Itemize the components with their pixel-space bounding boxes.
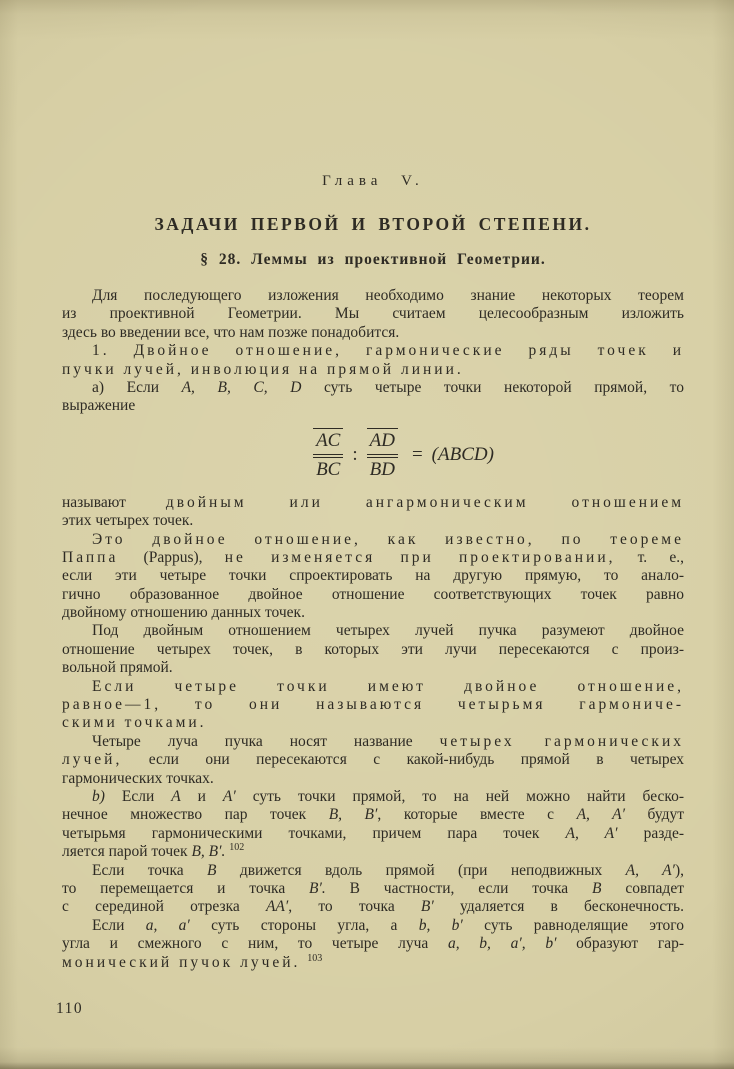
text-segment: монический пучок лучей. <box>62 953 308 971</box>
text-segment: , то точка <box>288 898 421 916</box>
text-segment: лучей, <box>62 751 123 769</box>
text-segment: Под двойным отношением четырех лучей пучка разумеют двойное <box>92 622 684 640</box>
text-segment: равное—1, то они называются четырьмя гармониче- <box>62 696 684 714</box>
denominator-bd: BD <box>367 457 398 481</box>
text-segment: Паппа <box>62 548 144 566</box>
text-line <box>62 954 684 972</box>
text-line <box>62 843 684 861</box>
text-segment: , которые вместе с <box>377 806 577 824</box>
text-segment: этих четырех точек. <box>62 512 194 530</box>
cross-ratio-formula <box>62 416 684 494</box>
text-segment: а) Если <box>92 378 182 396</box>
text-line <box>62 825 684 843</box>
text-segment: двойному отношению данных точек. <box>62 604 305 622</box>
text-line <box>62 549 684 567</box>
fraction-left <box>313 428 343 481</box>
page-number: 110 <box>56 1000 84 1017</box>
text-segment: суть четыре точки некоторой прямой, то <box>301 378 684 396</box>
text-segment: образуют гар- <box>556 935 684 953</box>
text-segment: B <box>592 879 602 897</box>
text-line <box>62 531 684 549</box>
text-segment: вольной прямой. <box>62 659 173 677</box>
text-line <box>62 770 684 788</box>
text-segment: b) <box>92 787 122 805</box>
chapter-heading: Глава V. <box>322 173 424 189</box>
text-segment: A, A′ <box>565 824 618 842</box>
text-segment: четырех гармонических <box>439 732 684 750</box>
text-segment: удаляется в бесконечность. <box>433 898 684 916</box>
text-segment: угла и смежного с ним, то четыре луча <box>62 935 448 953</box>
text-line <box>62 696 684 714</box>
text-segment: ляется парой точек <box>62 843 192 861</box>
text-line <box>62 678 684 696</box>
fraction-bar <box>367 454 398 455</box>
text-segment: не изменяется при проектировании, <box>224 548 616 566</box>
text-segment: будут <box>625 806 684 824</box>
formula-result: (ABCD) <box>431 443 494 465</box>
text-segment: Если точка <box>92 861 207 879</box>
text-segment: (Pappus), <box>143 548 225 566</box>
text-line <box>62 788 684 806</box>
numerator-ac: AC <box>313 428 343 452</box>
text-segment: Если <box>121 787 172 805</box>
text-segment: с серединой отрезка <box>62 898 266 916</box>
text-segment: B, B′. <box>191 843 230 861</box>
text-segment: Если четыре точки имеют двойное отношение, <box>92 677 684 695</box>
text-segment: если они пересекаются с какой-нибудь прямой в четырех <box>122 751 684 769</box>
footnote-marker: 102 <box>229 843 245 853</box>
fraction-bar <box>313 454 343 455</box>
text-line <box>62 361 684 379</box>
text-segment: из проективной Геометрии. Мы считаем целесообразным изложить <box>62 305 684 323</box>
text-segment: нечное множество пар точек <box>62 806 329 824</box>
text-segment: двойным или ангармоническим отношением <box>165 493 684 511</box>
text-segment: пучки лучей, инволюция на прямой линии. <box>62 360 464 378</box>
text-segment: Для последующего изложения необходимо знание некоторых теорем <box>92 287 684 304</box>
text-segment: A, A′ <box>625 861 675 879</box>
text-line <box>62 494 684 512</box>
text-segment: B <box>207 861 217 879</box>
text-segment: суть стороны угла, а <box>189 916 419 934</box>
section-heading: § 28. Леммы из проективной Геометрии. <box>200 251 546 268</box>
text-segment: гично образованное двойное отношение соответствующих точек равно <box>62 585 684 603</box>
text-segment: B′ <box>420 898 434 916</box>
text-segment: отношение четырех точек, в которых эти лучи пересекаются с произ- <box>62 640 684 658</box>
text-segment: a, a′ <box>145 916 190 934</box>
fraction-right <box>367 428 398 481</box>
text-segment: A′ <box>222 787 236 805</box>
page-title: ЗАДАЧИ ПЕРВОЙ И ВТОРОЙ СТЕПЕНИ. <box>154 214 592 234</box>
text-segment: движется вдоль прямой (при неподвижных <box>216 861 626 879</box>
paragraphs-above-formula <box>62 287 684 416</box>
text-segment: выражение <box>62 397 136 415</box>
text-segment: гармонических точках. <box>62 769 214 787</box>
denominator-bc: BC <box>313 457 343 481</box>
text-segment: A, A′ <box>576 806 626 824</box>
numerator-ad: AD <box>367 428 398 452</box>
text-segment: Четыре луча пучка носят название <box>92 732 440 750</box>
text-segment: называют <box>62 493 166 511</box>
text-line <box>62 567 684 585</box>
text-segment: то перемещается и точка <box>62 879 310 897</box>
ratio-colon: : <box>352 443 358 465</box>
text-line <box>62 604 684 622</box>
text-segment: AA′ <box>265 898 289 916</box>
text-segment: A, B, C, D <box>181 378 302 396</box>
text-line <box>62 935 684 953</box>
text-segment: В частности, если точка <box>325 879 592 897</box>
text-segment: здесь во введении все, что нам позже понадобится. <box>62 323 400 341</box>
text-segment: b, b′ <box>418 916 463 934</box>
text-line <box>62 342 684 360</box>
text-segment: скими точками. <box>62 714 207 732</box>
text-line <box>62 324 684 342</box>
text-line <box>62 641 684 659</box>
text-line <box>62 733 684 751</box>
text-segment: суть точки прямой, то на ней можно найти беско- <box>235 787 684 805</box>
text-line <box>62 917 684 935</box>
text-line <box>62 898 684 916</box>
text-segment: a, b, a′, b′ <box>447 935 557 953</box>
text-line <box>62 397 684 415</box>
paragraphs-below-formula <box>62 494 684 972</box>
text-segment: совпадет <box>601 879 684 897</box>
text-line <box>62 751 684 769</box>
text-line <box>62 806 684 824</box>
text-line <box>62 512 684 530</box>
footnote-marker: 103 <box>307 953 323 964</box>
text-segment: A <box>171 787 181 805</box>
text-line <box>62 379 684 397</box>
text-line <box>62 862 684 880</box>
text-segment: B′. <box>309 879 326 897</box>
text-segment: Если <box>92 916 146 934</box>
text-segment: Это двойное отношение, как известно, по теореме <box>92 530 684 548</box>
text-segment: разде- <box>617 824 684 842</box>
text-line <box>62 586 684 604</box>
text-segment: т. е., <box>615 548 684 566</box>
text-line <box>62 305 684 323</box>
text-segment: и <box>180 787 223 805</box>
text-line <box>62 287 684 305</box>
text-segment: ), <box>674 861 684 879</box>
body-text <box>62 287 684 972</box>
text-segment: если эти четыре точки спроектировать на другую прямую, то анало- <box>62 567 684 585</box>
text-line <box>62 714 684 732</box>
text-segment: B, B′ <box>328 806 378 824</box>
text-line <box>62 622 684 640</box>
equals-sign: = <box>411 443 423 465</box>
text-segment: 1. Двойное отношение, гармонические ряды точек и <box>92 342 684 360</box>
text-segment: четырьмя гармоническими точками, причем пара точек <box>62 824 566 842</box>
text-segment: суть равноделящие этого <box>462 916 684 934</box>
text-line <box>62 880 684 898</box>
text-line <box>62 659 684 677</box>
